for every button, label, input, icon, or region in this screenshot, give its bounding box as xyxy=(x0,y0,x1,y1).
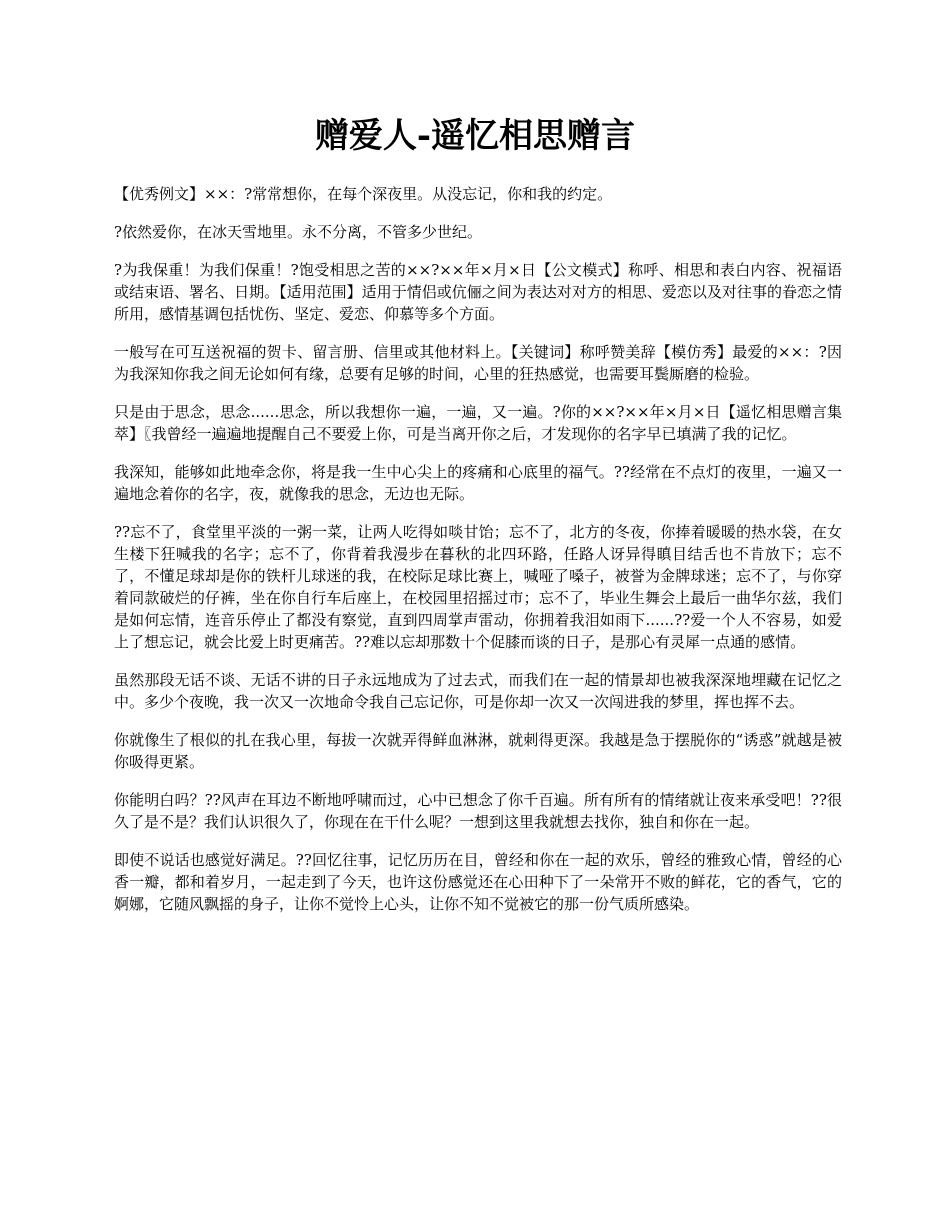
paragraph: 只是由于思念，思念......思念，所以我想你一遍，一遍，又一遍。?你的××?××年×月×日【遥忆相思赠言集萃】〖我曾经一遍遍地提醒自己不要爱上你，可是当离开你之后，才发现你的名字早已填满了我的记忆。 xyxy=(114,403,842,443)
paragraph: ?依然爱你，在冰天雪地里。永不分离，不管多少世纪。 xyxy=(114,223,483,241)
paragraph: 一般写在可互送祝福的贺卡、留言册、信里或其他材料上。【关键词】称呼赞美辞【模仿秀】最爱的××：?因为我深知你我之间无论如何有缘，总要有足够的时间，心里的狂热感觉，也需要耳鬓厮磨的检验。 xyxy=(114,343,842,383)
paragraph: 我深知，能够如此地牵念你，将是我一生中心尖上的疼痛和心底里的福气。??经常在不点灯的夜里，一遍又一遍地念着你的名字，夜，就像我的思念，无边也无际。 xyxy=(114,463,842,503)
paragraph: ??忘不了，食堂里平淡的一粥一菜，让两人吃得如啖甘饴；忘不了，北方的冬夜，你捧着暖暖的热水袋，在女生楼下狂喊我的名字；忘不了，你背着我漫步在暮秋的北四环路，任路人讶异得瞋目结舌也不肯放下；忘不了，不懂足球却是你的铁杆儿球迷的我，在校际足球比赛上，喊哑了嗓子，被誉为金牌球迷；忘不了，与你穿着同款破烂的仔裤，坐在你自行车后座上，在校园里招摇过市；忘不了，毕业生舞会上最后一曲华尔兹，我们是如何忘情，连音乐停止了都没有察觉，直到四周掌声雷动，你拥着我泪如雨下......??爱一个人不容易，如爱上了想忘记，就会比爱上时更痛苦。??难以忘却那数十个促膝而谈的日子，是那心有灵犀一点通的感情。 xyxy=(114,523,842,651)
paragraph: 虽然那段无话不谈、无话不讲的日子永远地成为了过去式，而我们在一起的情景却也被我深深地埋藏在记忆之中。多少个夜晚，我一次又一次地命令我自己忘记你，可是你却一次又一次闯进我的梦里，挥也挥不去。 xyxy=(114,671,842,711)
document-title: 赠爱人-遥忆相思赠言 xyxy=(314,116,636,156)
document-body xyxy=(114,183,842,931)
paragraph: 即使不说话也感觉好满足。??回忆往事，记忆历历在目，曾经和你在一起的欢乐，曾经的雅致心情，曾经的心香一瓣，都和着岁月，一起走到了今天，也许这份感觉还在心田种下了一朵常开不败的鲜花，它的香气，它的婀娜，它随风飘摇的身子，让你不觉怜上心头，让你不知不觉被它的那一份气质所感染。 xyxy=(114,851,842,913)
paragraph: ?为我保重！为我们保重！?饱受相思之苦的××?××年×月×日【公文模式】称呼、相思和表白内容、祝福语或结束语、署名、日期。【适用范围】适用于情侣或伉俪之间为表达对对方的相思、爱恋以及对往事的眷恋之情所用，感情基调包括忧伤、坚定、爱恋、仰慕等多个方面。 xyxy=(114,261,842,323)
paragraph: 【优秀例文】××：?常常想你，在每个深夜里。从没忘记，你和我的约定。 xyxy=(114,185,613,203)
paragraph: 你能明白吗？??风声在耳边不断地呼啸而过，心中已想念了你千百遍。所有所有的情绪就让夜来承受吧！??很久了是不是？我们认识很久了，你现在在干什么呢？一想到这里我就想去找你，独自和你在一起。 xyxy=(114,791,842,831)
paragraph: 你就像生了根似的扎在我心里，每拔一次就弄得鲜血淋淋，就刺得更深。我越是急于摆脱你的“诱惑”就越是被你吸得更紧。 xyxy=(114,731,842,771)
